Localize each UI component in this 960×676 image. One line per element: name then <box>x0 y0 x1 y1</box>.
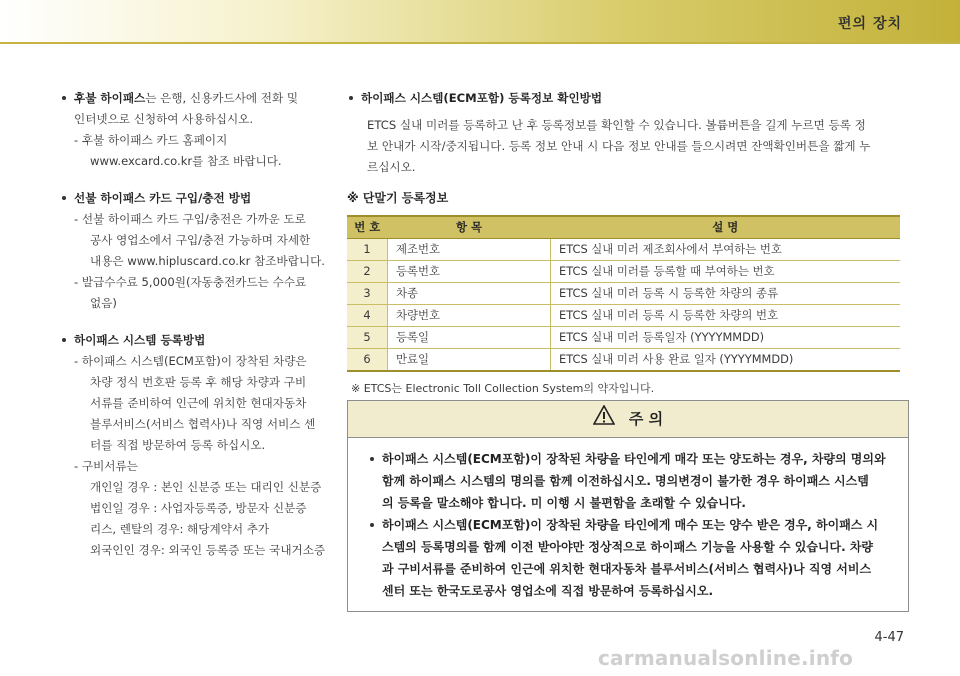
watermark: carmanualsonline.info <box>598 646 854 670</box>
row-number: 3 <box>347 283 388 305</box>
row-description: ETCS 실내 미러 등록일자 (YYYYMMDD) <box>551 327 901 349</box>
row-item: 차량번호 <box>388 305 551 327</box>
register-line-5: 터를 직접 방문하여 등록 하십시오. <box>90 438 266 452</box>
prepaid-line-1: - 선불 하이패스 카드 구입/충전은 가까운 도로 <box>74 212 306 226</box>
table-row <box>347 305 900 327</box>
check-info-paragraph <box>347 115 907 178</box>
row-number: 5 <box>347 327 388 349</box>
prepaid-title: 선불 하이패스 카드 구입/충전 방법 <box>60 188 328 209</box>
check-info-line-3: 르십시오. <box>367 160 416 174</box>
row-description: ETCS 실내 미러 등록 시 등록한 차량의 번호 <box>551 305 901 327</box>
register-line-2: 차량 정식 번호판 등록 후 해당 차량과 구비 <box>90 375 307 389</box>
check-info-line-2: 보 안내가 시작/중지됩니다. 등록 정보 안내 시 다음 정보 안내를 들으시려면 잔액확인버튼을 짧게 누 <box>367 139 871 153</box>
page-number: 4-47 <box>874 630 904 645</box>
caution-sell-line-2: 함께 하이패스 시스템의 명의를 함께 이전하십시오. 명의변경이 불가한 경우 하이패스 시스템 <box>382 474 869 488</box>
row-item: 등록번호 <box>388 261 551 283</box>
etcs-note: ※ ETCS는 Electronic Toll Collection System의 약자입니다. <box>351 382 655 395</box>
caution-buy-line-3: 과 구비서류를 준비하여 인근에 위치한 현대자동차 블루서비스(서비스 협력사)나 직영 서비스 <box>382 562 872 576</box>
documents-lease: 리스, 렌탈의 경우: 해당계약서 추가 <box>90 522 270 536</box>
register-line-1: - 하이패스 시스템(ECM포함)이 장착된 차량은 <box>74 354 307 368</box>
row-description: ETCS 실내 미러를 등록할 때 부여하는 번호 <box>551 261 901 283</box>
row-item: 등록일 <box>388 327 551 349</box>
header-item: 항 목 <box>388 216 551 239</box>
row-description: ETCS 실내 미러 사용 완료 일자 (YYYYMMDD) <box>551 349 901 372</box>
register-line-3: 서류를 준비하여 인근에 위치한 현대자동차 <box>90 396 307 410</box>
table-row <box>347 283 900 305</box>
row-item: 제조번호 <box>388 239 551 261</box>
caution-box <box>347 400 909 612</box>
caution-buy-line-2: 스템의 등록명의를 함께 이전 받아야만 정상적으로 하이패스 기능을 사용할 수 있습니다. 차량 <box>382 540 874 554</box>
postpaid-item <box>60 88 328 109</box>
caution-title: 주 의 <box>628 410 664 428</box>
caution-buy-line-4: 센터 또는 한국도로공사 영업소에 직접 방문하여 등록하십시오. <box>382 584 714 598</box>
caution-sell-line-3: 의 등록을 말소해야 합니다. 미 이행 시 불편함을 초래할 수 있습니다. <box>382 496 746 510</box>
postpaid-text: 는 은행, 신용카드사에 전화 및 <box>145 91 299 105</box>
register-line-4: 블루서비스(서비스 협력사)나 직영 서비스 센 <box>90 417 316 431</box>
documents-heading: - 구비서류는 <box>74 459 138 473</box>
table-row <box>347 239 900 261</box>
postpaid-homepage: - 후불 하이패스 카드 홈페이지 <box>74 133 228 147</box>
check-info-title: 하이패스 시스템(ECM포함) 등록정보 확인방법 <box>347 88 907 109</box>
caution-buy-line-1: 하이패스 시스템(ECM포함)이 장착된 차량을 타인에게 매수 또는 양수 받은 경우, 하이패스 시 <box>382 518 879 532</box>
documents-individual: 개인일 경우 : 본인 신분증 또는 대리인 신분증 <box>90 480 322 494</box>
postpaid-text-2: 인터넷으로 신청하여 사용하십시오. <box>74 112 254 126</box>
row-item: 만료일 <box>388 349 551 372</box>
table-title: ※ 단말기 등록정보 <box>347 191 449 205</box>
prepaid-fee-1: - 발급수수료 5,000원(자동충전카드는 수수료 <box>74 275 307 289</box>
caution-item-buy <box>368 514 896 602</box>
right-column <box>347 88 907 399</box>
caution-sell-line-1: 하이패스 시스템(ECM포함)이 장착된 차량을 타인에게 매각 또는 양도하는 경우, 차량의 명의와 <box>382 452 886 466</box>
section-title: 편의 장치 <box>838 16 902 32</box>
warning-triangle-icon <box>593 402 615 438</box>
row-item: 차종 <box>388 283 551 305</box>
row-number: 2 <box>347 261 388 283</box>
table-row <box>347 261 900 283</box>
header-description: 설 명 <box>551 216 901 239</box>
register-title: 하이패스 시스템 등록방법 <box>60 330 328 351</box>
table-row <box>347 327 900 349</box>
left-column <box>60 88 328 561</box>
row-description: ETCS 실내 미러 제조회사에서 부여하는 번호 <box>551 239 901 261</box>
caution-item-sell <box>368 448 896 514</box>
table-header-row <box>347 216 900 239</box>
postpaid-url: www.excard.co.kr를 참조 바랍니다. <box>90 154 282 168</box>
prepaid-line-2: 공사 영업소에서 구입/충전 가능하며 자세한 <box>90 233 311 247</box>
caution-header <box>348 401 908 438</box>
check-info-line-1: ETCS 실내 미러를 등록하고 난 후 등록정보를 확인할 수 있습니다. 볼륨버튼을 길게 누르면 등록 정 <box>367 118 866 132</box>
table-row <box>347 349 900 372</box>
documents-corporate: 법인일 경우 : 사업자등록증, 방문자 신분증 <box>90 501 307 515</box>
header-rule <box>0 42 960 44</box>
row-number: 1 <box>347 239 388 261</box>
header-bar <box>0 0 960 42</box>
prepaid-fee-2: 없음) <box>90 296 117 310</box>
prepaid-line-3: 내용은 www.hipluscard.co.kr 참조바랍니다. <box>90 254 325 268</box>
postpaid-title: 후불 하이패스 <box>74 91 146 105</box>
row-number: 6 <box>347 349 388 372</box>
row-description: ETCS 실내 미러 등록 시 등록한 차량의 종류 <box>551 283 901 305</box>
registration-info-table <box>347 215 900 372</box>
header-number: 번 호 <box>347 216 388 239</box>
caution-body <box>348 438 908 602</box>
row-number: 4 <box>347 305 388 327</box>
documents-foreigner: 외국인인 경우: 외국인 등록증 또는 국내거소증 <box>90 543 326 557</box>
